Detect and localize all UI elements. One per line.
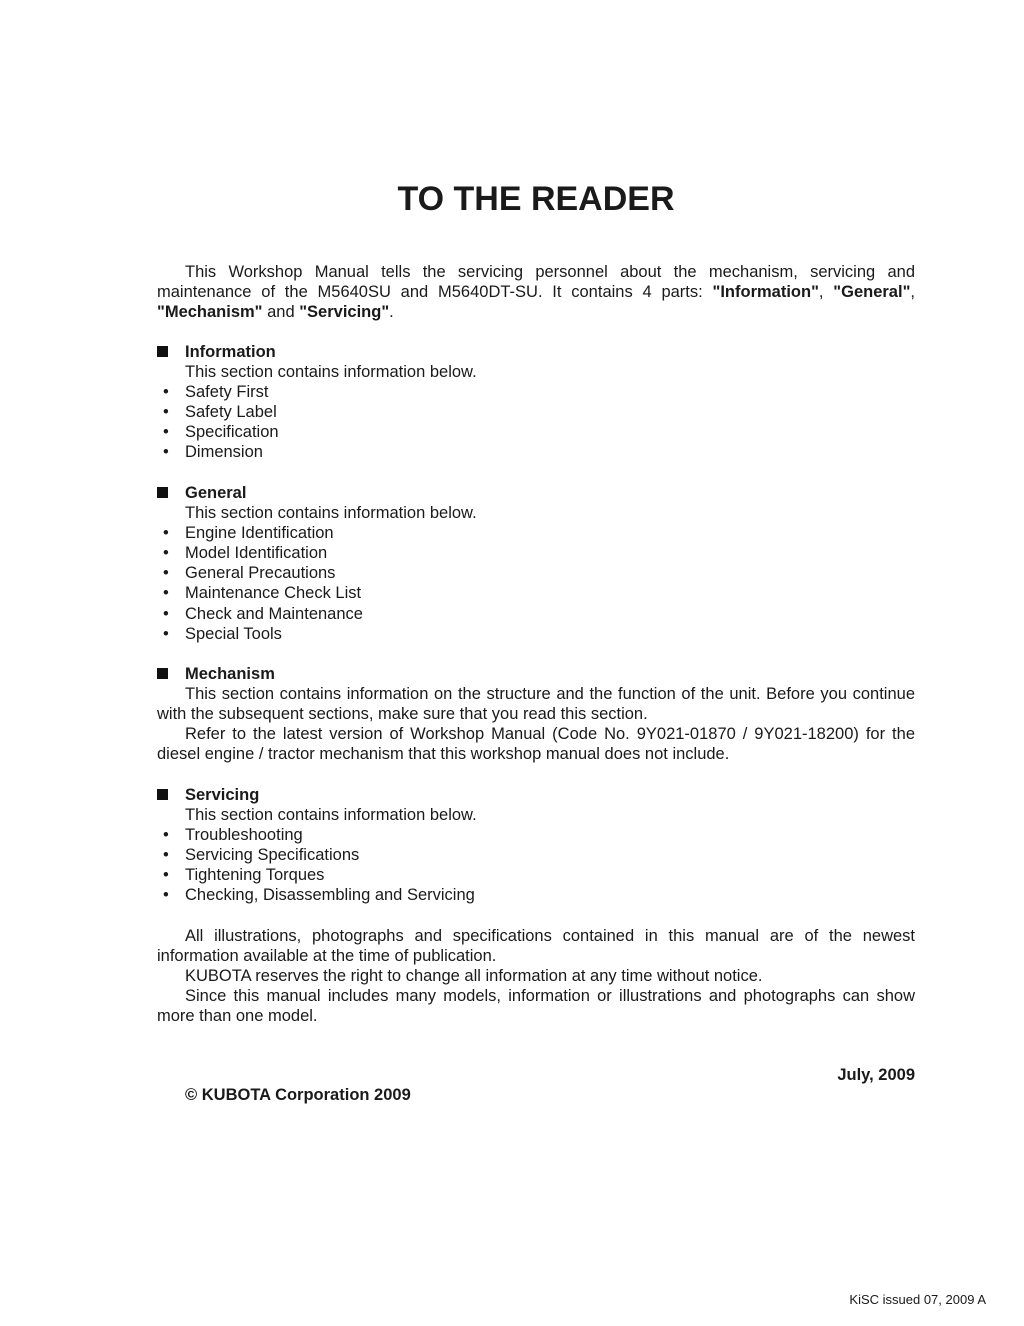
- part-servicing: "Servicing": [299, 303, 390, 322]
- section-desc: This section contains information below.: [185, 504, 477, 523]
- bullet-icon: •: [163, 564, 169, 583]
- intro-paragraph: [157, 262, 915, 322]
- section-desc: This section contains information below.: [185, 806, 477, 825]
- list-item: • Dimension: [163, 443, 263, 462]
- list-item: • Safety First: [163, 383, 269, 402]
- bullet-icon: •: [163, 443, 169, 462]
- paragraph-line: with the subsequent sections, make sure that you read this section.: [157, 705, 648, 724]
- list-item: • Checking, Disassembling and Servicing: [163, 886, 475, 905]
- page-title: TO THE READER: [397, 180, 675, 218]
- list-item: • General Precautions: [163, 564, 336, 583]
- section-heading: Mechanism: [157, 664, 915, 684]
- list-item: • Special Tools: [163, 624, 282, 643]
- section-information: [157, 342, 915, 463]
- bullet-icon: •: [163, 624, 169, 643]
- list-item: • Safety Label: [163, 403, 277, 422]
- list-item: • Specification: [163, 423, 279, 442]
- bullet-icon: •: [163, 584, 169, 603]
- issue-date: July, 2009: [837, 1066, 915, 1084]
- list-item: • Troubleshooting: [163, 826, 303, 845]
- list-item: • Maintenance Check List: [163, 584, 362, 603]
- section-servicing: [157, 785, 915, 906]
- list-item: • Check and Maintenance: [163, 604, 363, 623]
- part-general: "General": [833, 283, 911, 302]
- intro-line: This Workshop Manual tells the servicing personnel about the mechanism, servicing and: [185, 263, 915, 281]
- paragraph-line: Refer to the latest version of Workshop Manual (Code No. 9Y021-01870 / 9Y021-18200) for the: [185, 725, 915, 744]
- bullet-icon: •: [163, 383, 169, 402]
- paragraph-line: All illustrations, photographs and specifications contained in this manual are of the newest: [185, 927, 915, 945]
- paragraph-line: KUBOTA reserves the right to change all information at any time without notice.: [185, 967, 763, 986]
- bullet-icon: •: [163, 524, 169, 543]
- intro-line: maintenance of the M5640SU and M5640DT-SU. It contains 4 parts: "Information", "General",: [157, 283, 915, 302]
- bullet-icon: •: [163, 826, 169, 845]
- bullet-icon: •: [163, 604, 169, 623]
- section-heading: Servicing: [157, 785, 915, 805]
- bullet-icon: •: [163, 544, 169, 563]
- section-mechanism: [157, 664, 915, 764]
- section-general: [157, 483, 915, 644]
- square-bullet-icon: [157, 487, 168, 498]
- part-mechanism: "Mechanism": [157, 303, 263, 322]
- paragraph-line: more than one model.: [157, 1007, 318, 1026]
- part-information: "Information": [712, 283, 819, 302]
- closing-paragraph: [157, 926, 915, 1026]
- paragraph-line: This section contains information on the structure and the function of the unit. Before you continue: [185, 685, 915, 704]
- paragraph-line: Since this manual includes many models, information or illustrations and photographs can show: [185, 987, 915, 1006]
- square-bullet-icon: [157, 668, 168, 679]
- list-item: • Model Identification: [163, 544, 328, 563]
- section-heading: Information: [157, 342, 915, 362]
- square-bullet-icon: [157, 789, 168, 800]
- footer-issue-code: KiSC issued 07, 2009 A: [849, 1292, 986, 1307]
- copyright: © KUBOTA Corporation 2009: [185, 1086, 411, 1104]
- paragraph-line: information available at the time of publication.: [157, 947, 497, 966]
- bullet-icon: •: [163, 866, 169, 885]
- section-desc: This section contains information below.: [185, 363, 477, 382]
- list-item: • Tightening Torques: [163, 866, 325, 885]
- list-item: • Servicing Specifications: [163, 846, 360, 865]
- paragraph-line: diesel engine / tractor mechanism that this workshop manual does not include.: [157, 745, 730, 764]
- square-bullet-icon: [157, 346, 168, 357]
- intro-line: "Mechanism" and "Servicing".: [157, 303, 394, 322]
- list-item: • Engine Identification: [163, 524, 334, 543]
- bullet-icon: •: [163, 846, 169, 865]
- section-heading: General: [157, 483, 915, 503]
- bullet-icon: •: [163, 423, 169, 442]
- bullet-icon: •: [163, 403, 169, 422]
- bullet-icon: •: [163, 886, 169, 905]
